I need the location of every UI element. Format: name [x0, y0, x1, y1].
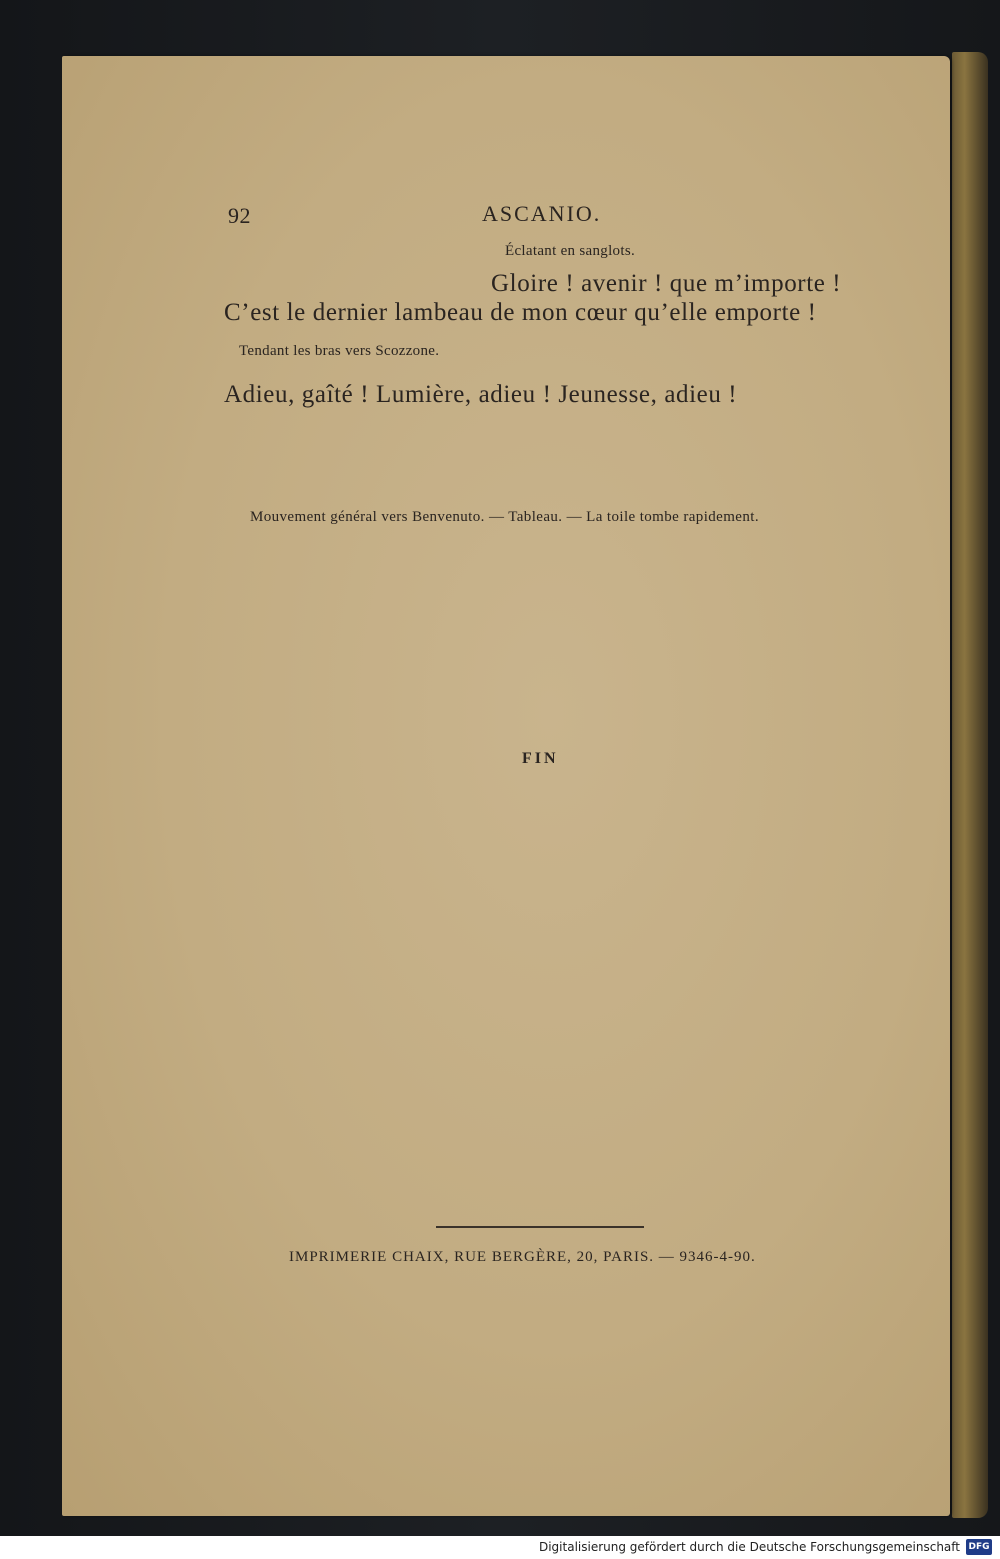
book-back-cover [952, 52, 988, 1518]
fin-marker: FIN [522, 750, 559, 767]
digitization-footer [0, 1536, 1000, 1559]
imprint-rule [436, 1226, 644, 1228]
stage-direction-sobbing: Éclatant en sanglots. [505, 243, 636, 259]
verse-line-2: C’est le dernier lambeau de mon cœur qu’elle emporte ! [224, 299, 817, 326]
page-content [62, 56, 950, 1516]
dfg-logo-icon: DFG [966, 1539, 992, 1555]
verse-line-3: Adieu, gaîté ! Lumière, adieu ! Jeunesse, adieu ! [224, 381, 738, 408]
funding-note: Digitalisierung gefördert durch die Deutsche Forschungsgemeinschaft [538, 1540, 960, 1554]
running-head: ASCANIO. [482, 201, 602, 226]
book-page [62, 56, 950, 1516]
printer-imprint: IMPRIMERIE CHAIX, RUE BERGÈRE, 20, PARIS. — 9346-4-90. [289, 1249, 756, 1265]
stage-direction-arms: Tendant les bras vers Scozzone. [239, 343, 440, 359]
stage-direction-curtain: Mouvement général vers Benvenuto. — Tableau. — La toile tombe rapidement. [250, 509, 759, 525]
page-number: 92 [228, 203, 251, 228]
verse-line-1: Gloire ! avenir ! que m’importe ! [491, 270, 842, 297]
